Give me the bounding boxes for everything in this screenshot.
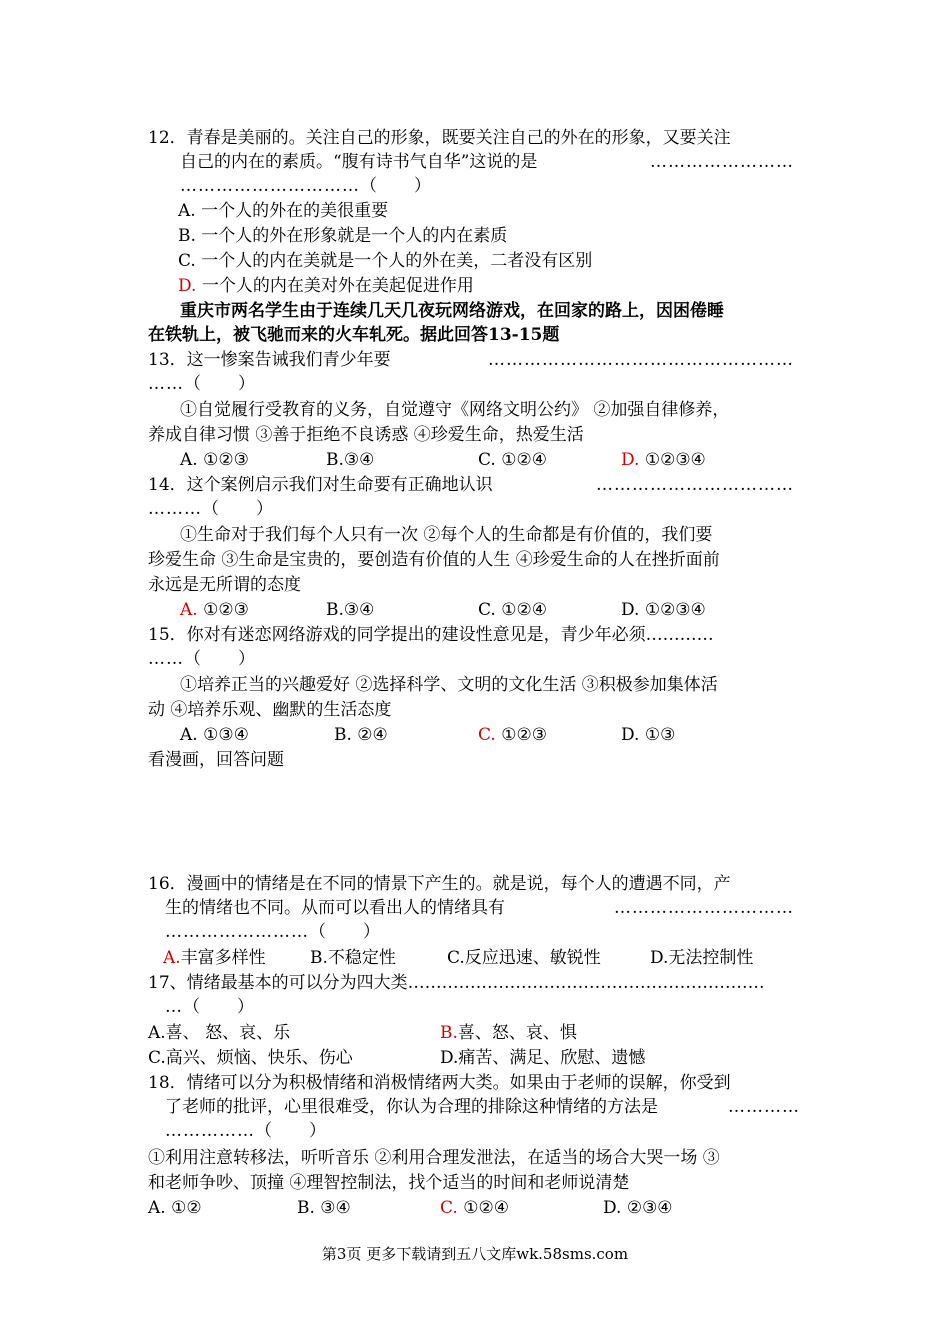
q18-line3: ……………（ ）	[165, 1121, 327, 1141]
q13-option-b: B.③④	[326, 450, 375, 470]
q12-line2: 自己的内在的素质。“腹有诗书气自华”这说的是	[180, 152, 538, 172]
page-footer: 第3页 更多下载请到五八文库wk.58sms.com	[321, 1245, 629, 1263]
q17-option-d: D.痛苦、满足、欣慰、遗憾	[440, 1048, 646, 1068]
q13-option-d-letter: D.	[621, 450, 640, 470]
q14-option-b: B.③④	[326, 600, 375, 620]
q15-line2: ……（ ）	[148, 649, 256, 669]
q18-option-d: D. ②③④	[603, 1198, 673, 1218]
q12-option-d	[178, 274, 474, 298]
q16-option-b: B.不稳定性	[310, 948, 396, 968]
q14-items-line3: 永远是无所谓的态度	[148, 575, 301, 595]
q12-option-a: A. 一个人的外在的美很重要	[178, 201, 389, 221]
q13-option-c: C. ①②④	[478, 450, 547, 470]
q13-line1-dots: ……………………………………………	[488, 350, 794, 370]
q17-option-b-letter: B.	[440, 1023, 458, 1043]
q12-option-d-text: 一个人的内在美对外在美起促进作用	[196, 276, 474, 296]
q12-option-b: B. 一个人的外在形象就是一个人的内在素质	[178, 226, 508, 246]
q12-option-d-letter: D.	[178, 276, 197, 296]
q12-option-c: C. 一个人的内在美就是一个人的外在美，二者没有区别	[178, 251, 593, 271]
q15-items-line1: ①培养正当的兴趣爱好 ②选择科学、文明的文化生活 ③积极参加集体活	[180, 675, 718, 695]
cartoon-prompt: 看漫画，回答问题	[148, 750, 284, 770]
q12-line3: …………………………（ ）	[180, 176, 432, 196]
q15-line1: 15．你对有迷恋网络游戏的同学提出的建设性意见是，青少年必须…………	[148, 625, 714, 645]
q18-option-a: A. ①②	[148, 1198, 202, 1218]
q13-items-line1: ①自觉履行受教育的义务，自觉遵守《网络文明公约》 ②加强自律修养，	[180, 400, 730, 420]
q13-line2: ……（ ）	[148, 374, 256, 394]
q13-option-a: A. ①②③	[180, 450, 249, 470]
q12-line2-dots: ……………………	[650, 152, 794, 172]
q14-line2: ………（ ）	[148, 499, 274, 519]
q16-line2-dots: …………………………	[614, 898, 794, 918]
q13-option-d-text: ①②③④	[639, 450, 706, 470]
q12-line1: 12．青春是美丽的。关注自己的形象，既要关注自己的外在的形象，又要关注	[148, 128, 731, 148]
passage-line2: 在铁轨上，被飞驰而来的火车轧死。据此回答13-15题	[148, 325, 560, 345]
q15-items-line2: 动 ④培养乐观、幽默的生活态度	[148, 700, 392, 720]
q18-line2: 了老师的批评，心里很难受，你认为合理的排除这种情绪的方法是	[165, 1097, 658, 1117]
q16-option-c: C.反应迅速、敏锐性	[447, 948, 601, 968]
q18-option-b: B. ③④	[297, 1198, 351, 1218]
q17-option-b	[440, 1021, 577, 1045]
q15-option-c-letter: C.	[478, 725, 496, 745]
q14-option-d: D. ①②③④	[621, 600, 706, 620]
q16-option-d: D.无法控制性	[650, 948, 754, 968]
q17-option-c: C.高兴、烦恼、快乐、伤心	[148, 1048, 353, 1068]
q15-option-a: A. ①③④	[180, 725, 249, 745]
q14-items-line2: 珍爱生命 ③生命是宝贵的，要创造有价值的人生 ④珍爱生命的人在挫折面前	[148, 550, 720, 570]
q14-items-line1: ①生命对于我们每个人只有一次 ②每个人的生命都是有价值的，我们要	[180, 525, 713, 545]
q16-option-a-letter: A.	[163, 948, 181, 968]
q13-line1: 13．这一惨案告诫我们青少年要	[148, 350, 391, 370]
q15-option-b: B. ②④	[334, 725, 388, 745]
q13-items-line2: 养成自律习惯 ③善于拒绝不良诱惑 ④珍爱生命，热爱生活	[148, 425, 584, 445]
q18-option-c-letter: C.	[440, 1198, 458, 1218]
q18-option-c	[440, 1196, 509, 1220]
q13-option-d	[621, 448, 706, 472]
q16-line3: ……………………（ ）	[165, 922, 381, 942]
q18-items-line1: ①利用注意转移法，听听音乐 ②利用合理发泄法，在适当的场合大哭一场 ③	[148, 1148, 720, 1168]
q15-option-d: D. ①③	[621, 725, 676, 745]
q17-option-b-text: 喜、怒、哀、惧	[457, 1023, 577, 1043]
q17-option-a: A.喜、 怒、哀、乐	[148, 1023, 291, 1043]
q16-option-a	[163, 946, 266, 970]
q14-line1: 14．这个案例启示我们对生命要有正确地认识	[148, 475, 493, 495]
q18-items-line2: 和老师争吵、顶撞 ④理智控制法，找个适当的时间和老师说清楚	[148, 1173, 630, 1193]
q15-option-c	[478, 723, 547, 747]
q14-line1-dots: ……………………………	[596, 475, 794, 495]
q16-line2: 生的情绪也不同。从而可以看出人的情绪具有	[165, 898, 505, 918]
q18-option-c-text: ①②④	[457, 1198, 509, 1218]
q14-option-a-letter: A.	[180, 600, 198, 620]
q18-line2-dots: …………	[728, 1097, 800, 1117]
q18-line1: 18．情绪可以分为积极情绪和消极情绪两大类。如果由于老师的误解，你受到	[148, 1073, 731, 1093]
q14-option-a-text: ①②③	[197, 600, 249, 620]
q14-option-a	[180, 598, 249, 622]
passage-line1: 重庆市两名学生由于连续几天几夜玩网络游戏，在回家的路上，因困倦睡	[180, 301, 724, 321]
q16-line1: 16．漫画中的情绪是在不同的情景下产生的。就是说，每个人的遭遇不同，产	[148, 874, 731, 894]
q15-option-c-text: ①②③	[495, 725, 547, 745]
q17-line1: 17、情绪最基本的可以分为四大类………………………………………………………	[148, 973, 765, 993]
q17-line2: …（ ）	[165, 997, 255, 1017]
q14-option-c: C. ①②④	[478, 600, 547, 620]
q16-option-a-text: 丰富多样性	[180, 948, 266, 968]
